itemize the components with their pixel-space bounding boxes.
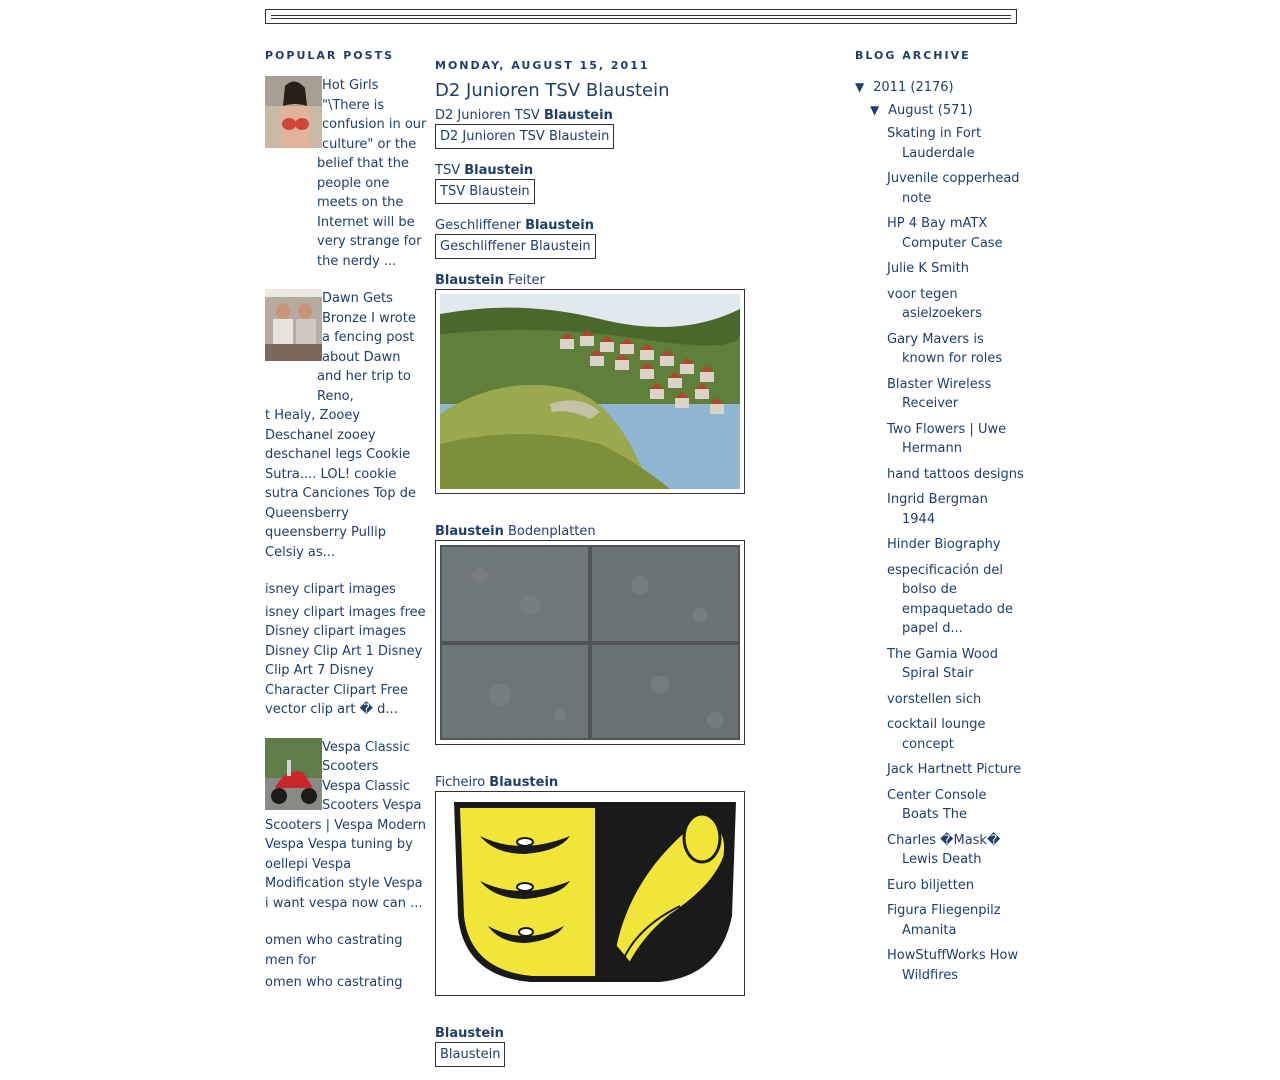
archive-post-link[interactable]: The Gamia Wood Spiral Stair [887,646,998,681]
archive-month-row [855,99,1025,122]
archive-post-link[interactable]: Ingrid Bergman 1944 [887,492,988,527]
image-placeholder-box[interactable]: Blaustein [435,1042,505,1067]
archive-post-link[interactable]: vorstellen sich [887,691,982,707]
popular-post-item [265,931,427,993]
popular-post-thumbnail[interactable] [265,76,322,148]
archive-post-link[interactable]: Gary Mavers is known for roles [887,331,1003,366]
archive-post-link[interactable]: Juvenile copperhead note [887,171,1020,206]
image-caption: Geschliffener Blaustein [435,218,594,233]
archive-post-link[interactable]: Figura Fliegenpilz Amanita [887,903,1001,938]
popular-post-snippet: t Healy, Zooey Deschanel zooey deschanel legs Cookie Sutra.... LOL! cookie sutra Canciones Top de Queensberry queensberry Pullip Celsiy as... [265,408,417,560]
popular-post-item [265,76,427,271]
popular-post-item [265,289,427,562]
popular-post-title[interactable]: omen who castrating men for [265,933,403,968]
archive-post-link[interactable]: Euro biljetten [887,877,975,893]
popular-post-snippet: isney clipart images free Disney clipart images Disney Clip Art 1 Disney Clip Art 7 Disney Character Clipart Free vector clip art � d... [265,604,426,717]
archive-month-count: (571) [937,103,973,118]
archive-post-link[interactable]: voor tegen asielzoekers [887,286,982,321]
popular-post-snippet: Vespa Classic Scooters Vespa Scooters | Vespa Modern Vespa Vespa tuning by oellepi Vespa Modification style Vespa i want vespa now can ... [265,778,426,911]
image-caption: TSV Blaustein [435,163,534,178]
image-placeholder-box[interactable]: D2 Junioren TSV Blaustein [435,124,614,149]
popular-posts-title: POPULAR POSTS [265,49,394,62]
popular-post-title[interactable]: Dawn Gets Bronze I wrote a fencing post about Dawn and her trip to Reno, [317,291,416,404]
archive-post-link[interactable]: HowStuffWorks How Wildfires [887,948,1019,983]
archive-year-row [855,76,1025,99]
archive-post-link[interactable]: Julie K Smith [887,261,969,276]
image-caption: D2 Junioren TSV Blaustein [435,108,613,123]
image-placeholder-box[interactable]: Geschliffener Blaustein [435,234,596,259]
popular-post-title[interactable]: Hot Girls [322,78,379,93]
archive-year-count: (2176) [910,80,954,95]
archive-post-link[interactable]: Charles �Mask� Lewis Death [887,832,1001,867]
header-rule [271,15,1011,19]
popular-post-snippet: omen who castrating [265,975,403,990]
archive-post-link[interactable]: Hinder Biography [887,537,1001,552]
post-body [435,107,835,1080]
main-post-column [435,59,835,1080]
expand-toggle-icon[interactable]: ▼ [855,80,865,94]
archive-post-link[interactable]: especificación del bolso de empaquetado de papel d... [887,562,1014,636]
coat-of-arms-image[interactable] [435,791,745,996]
archive-post-link[interactable]: Jack Hartnett Picture [887,762,1022,777]
image-caption: Blaustein Bodenplatten [435,524,596,539]
post-title[interactable]: D2 Junioren TSV Blaustein [435,80,670,101]
popular-post-item [265,580,427,720]
popular-post-item [265,738,427,914]
archive-post-link[interactable]: Two Flowers | Uwe Hermann [887,421,1007,456]
archive-post-link[interactable]: Blaster Wireless Receiver [887,376,992,411]
archive-year-link[interactable]: 2011 [873,80,907,95]
village-photo[interactable] [435,289,745,494]
post-date: MONDAY, AUGUST 15, 2011 [435,59,650,72]
blog-archive-widget [855,49,1025,991]
blog-archive-title: BLOG ARCHIVE [855,49,971,62]
popular-post-thumbnail[interactable] [265,289,322,361]
floor-tiles-photo[interactable] [435,540,745,745]
popular-posts-widget [265,49,427,1011]
archive-post-link[interactable]: hand tattoos designs [887,466,1024,482]
archive-month-link[interactable]: August [888,103,934,118]
popular-post-snippet: "\There is confusion in our culture" or the belief that the people one meets on the Internet will be very strange for the nerdy ... [317,97,427,269]
archive-post-list [855,124,1025,985]
expand-toggle-icon[interactable]: ▼ [870,103,880,117]
popular-post-title[interactable]: isney clipart images [265,582,396,597]
popular-post-title[interactable]: Vespa Classic Scooters [322,739,410,774]
popular-post-thumbnail[interactable] [265,738,322,810]
image-caption: Blaustein Feiter [435,273,545,288]
image-caption: Ficheiro Blaustein [435,775,559,790]
archive-post-link[interactable]: HP 4 Bay mATX Computer Case [887,216,1003,251]
archive-post-link[interactable]: cocktail lounge concept [887,717,986,752]
image-placeholder-box[interactable]: TSV Blaustein [435,179,535,204]
blog-header [265,9,1017,24]
archive-post-link[interactable]: Skating in Fort Lauderdale [887,126,982,161]
archive-post-link[interactable]: Center Console Boats The [887,787,987,822]
image-caption: Blaustein [435,1026,504,1041]
